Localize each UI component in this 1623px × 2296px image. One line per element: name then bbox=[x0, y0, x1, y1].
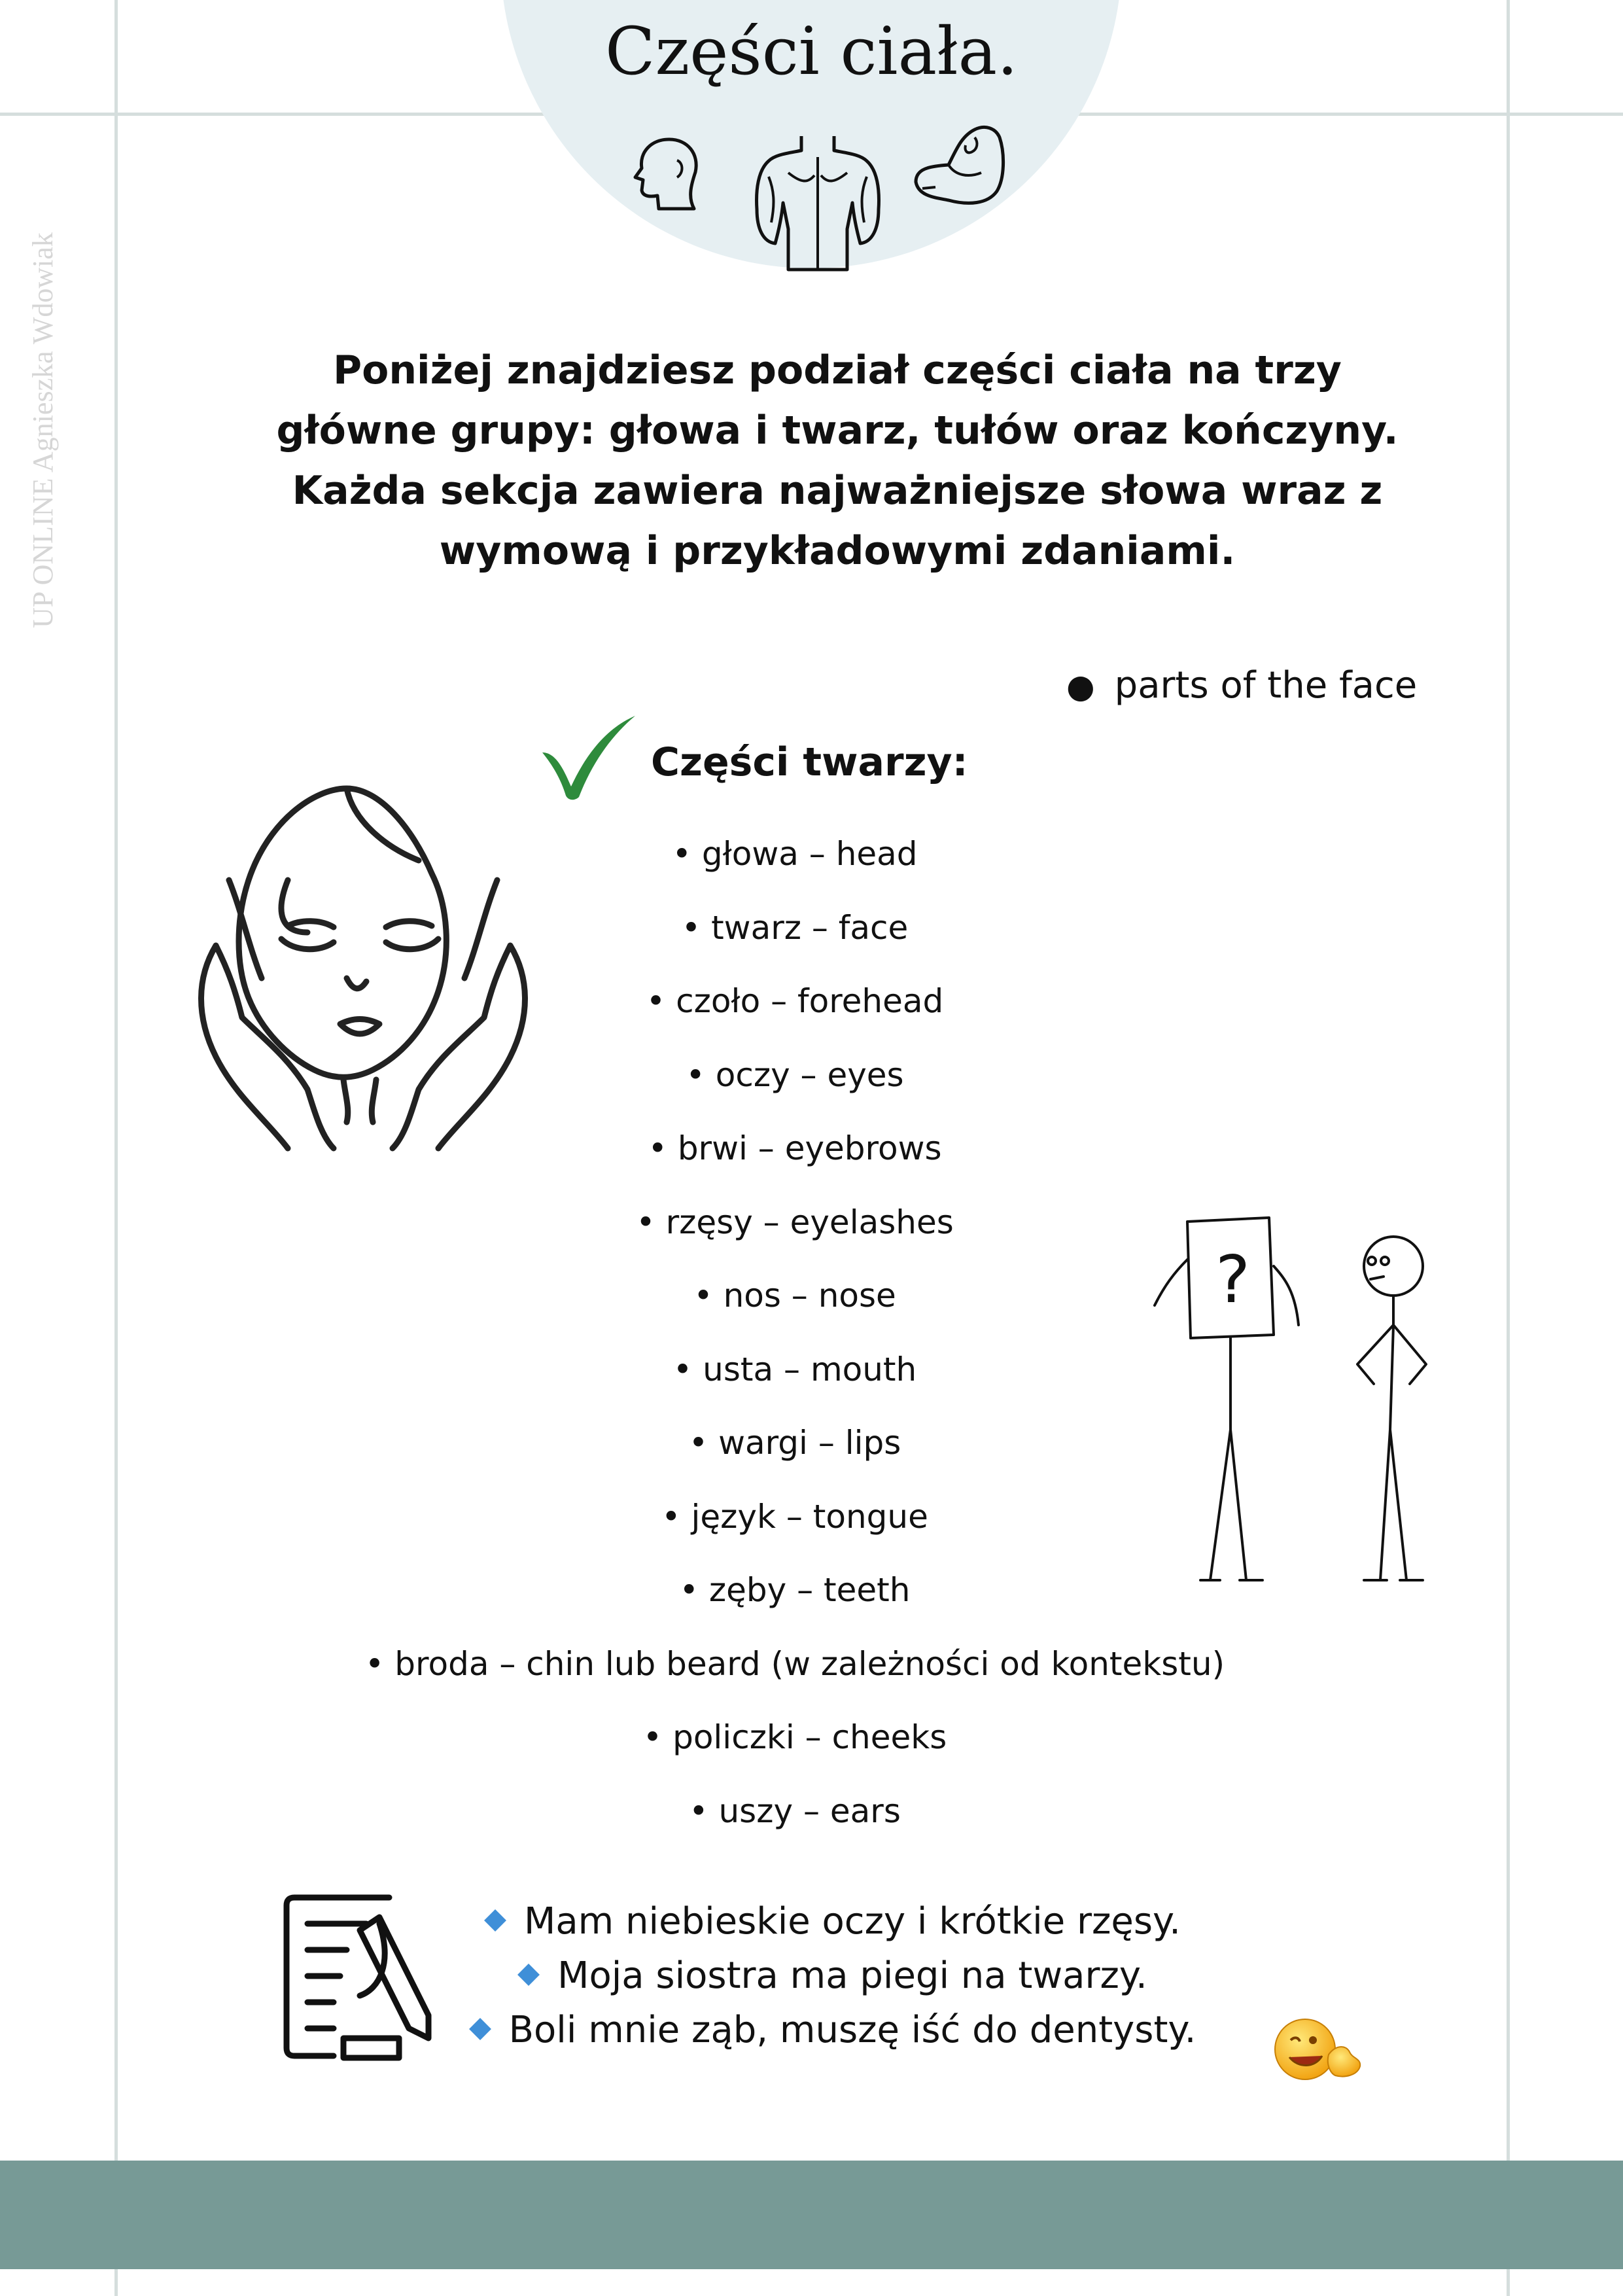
guide-line-right bbox=[1507, 0, 1510, 2296]
notes-pencil-icon bbox=[281, 1891, 438, 2061]
list-item: • usta – mouth bbox=[672, 1350, 917, 1388]
list-item: • policzki – cheeks bbox=[642, 1718, 947, 1756]
list-item: • broda – chin lub beard (w zależności od kontekstu) bbox=[364, 1644, 1225, 1683]
list-item: • zęby – teeth bbox=[679, 1571, 911, 1609]
bullet-dot-icon: ● bbox=[1066, 667, 1095, 705]
emoji-icon bbox=[1272, 2015, 1364, 2087]
top-bullet-item bbox=[1066, 664, 1417, 707]
intro-paragraph: Poniżej znajdziesz podział części ciała na trzy główne grupy: głowa i twarz, tułów oraz kończyny. Każda sekcja zawiera najważniejsze słowa wraz z wymową i przykładowymi zdaniami. bbox=[276, 347, 1399, 574]
top-bullet-text: parts of the face bbox=[1114, 664, 1418, 707]
head-profile-icon bbox=[631, 134, 703, 213]
sentence-item bbox=[471, 2003, 1197, 2057]
list-item: • czoło – forehead bbox=[646, 982, 944, 1020]
list-item: • brwi – eyebrows bbox=[648, 1129, 942, 1167]
torso-icon bbox=[749, 131, 886, 272]
sentence-item bbox=[471, 1894, 1197, 1949]
sentence-text: Boli mnie ząb, muszę iść do dentysty. bbox=[508, 2009, 1196, 2051]
list-item: • uszy – ears bbox=[689, 1792, 901, 1830]
diamond-bullet-icon bbox=[517, 1964, 540, 1986]
list-item: • twarz – face bbox=[681, 908, 909, 947]
list-item: • wargi – lips bbox=[688, 1424, 901, 1462]
footer-band bbox=[0, 2161, 1623, 2269]
stick-figures-icon bbox=[1148, 1214, 1456, 1593]
example-sentences bbox=[471, 1894, 1197, 2057]
section-title: Części twarzy: bbox=[651, 739, 968, 785]
list-item: • język – tongue bbox=[661, 1497, 928, 1536]
sentence-item bbox=[471, 1949, 1197, 2003]
list-item: • głowa – head bbox=[672, 835, 918, 873]
flexed-arm-icon bbox=[909, 123, 1007, 208]
guide-line-left bbox=[114, 0, 118, 2296]
vocab-list bbox=[327, 828, 1263, 1858]
sentence-text: Moja siostra ma piegi na twarzy. bbox=[557, 1954, 1147, 1997]
list-item: • oczy – eyes bbox=[686, 1055, 904, 1094]
checkmark-icon bbox=[540, 713, 638, 802]
diamond-bullet-icon bbox=[484, 1909, 506, 1932]
list-item: • nos – nose bbox=[693, 1277, 896, 1315]
question-mark-text: ? bbox=[1215, 1241, 1251, 1318]
diamond-bullet-icon bbox=[469, 2018, 491, 2040]
list-item: • rzęsy – eyelashes bbox=[636, 1203, 954, 1241]
sentence-text: Mam niebieskie oczy i krótkie rzęsy. bbox=[524, 1900, 1181, 1943]
author-watermark: UP ONLINE Agnieszka Wdowiak bbox=[27, 232, 59, 628]
page-title: Części ciała. bbox=[605, 13, 1018, 90]
